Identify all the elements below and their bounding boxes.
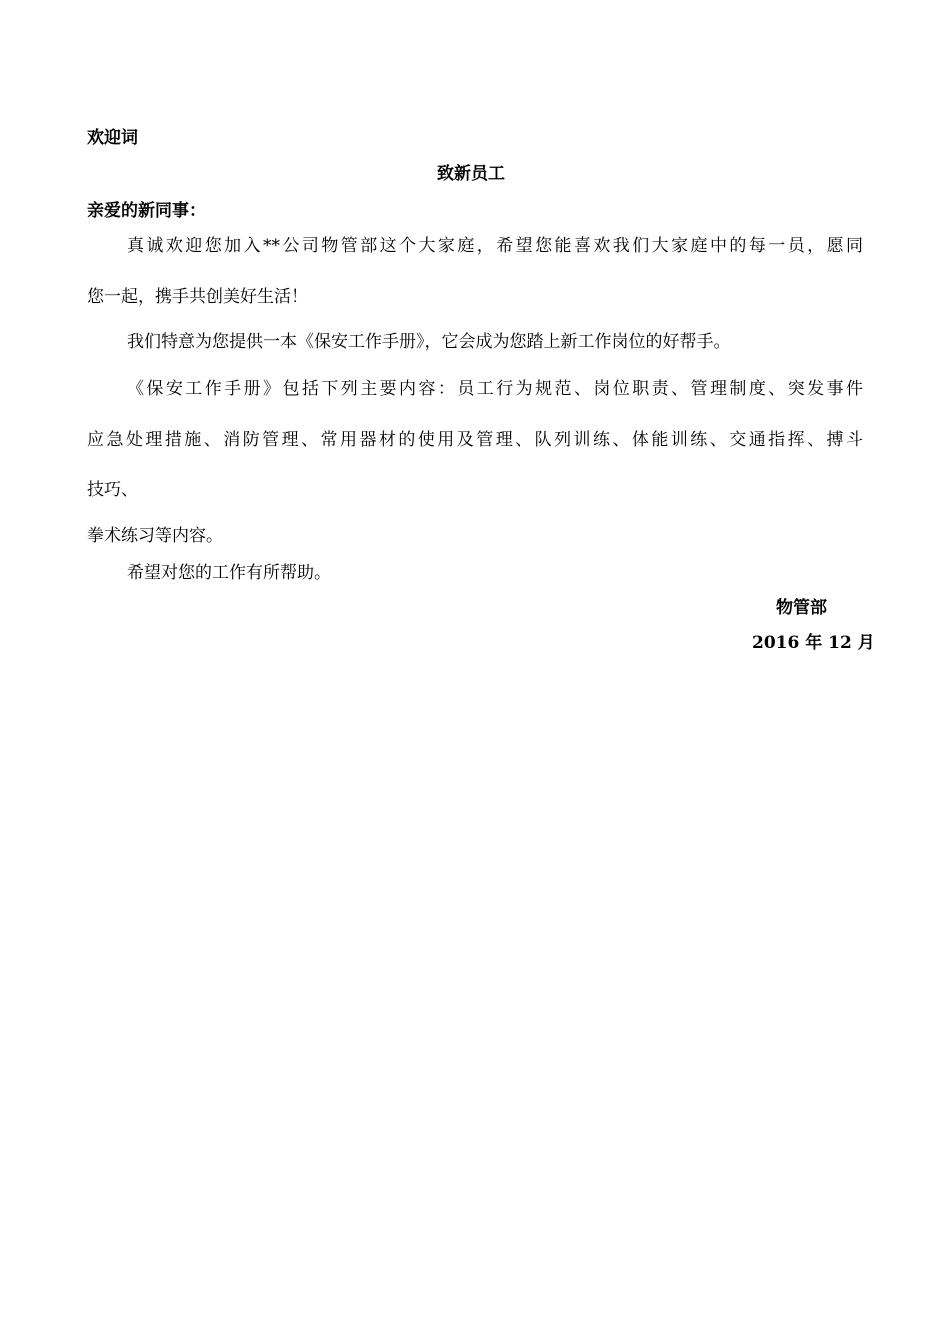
paragraph-2: 我们特意为您提供一本《保安工作手册》，它会成为您踏上新工作岗位的好帮手。	[127, 332, 731, 352]
signature-date: 2016 年 12 月	[752, 633, 875, 653]
paragraph-3-line-2: 应急处理措施、消防管理、常用器材的使用及管理、队列训练、体能训练、交通指挥、搏斗	[87, 430, 863, 450]
paragraph-4: 希望对您的工作有所帮助。	[127, 563, 331, 583]
document-heading: 欢迎词	[87, 128, 138, 148]
paragraph-3-line-4: 拳术练习等内容。	[87, 526, 223, 546]
paragraph-3-line-3: 技巧、	[87, 480, 138, 500]
paragraph-3-line-1: 《保安工作手册》包括下列主要内容：员工行为规范、岗位职责、管理制度、突发事件	[127, 379, 863, 399]
document-title: 致新员工	[437, 164, 505, 184]
paragraph-1-line-1: 真诚欢迎您加入**公司物管部这个大家庭，希望您能喜欢我们大家庭中的每一员，愿同	[127, 236, 863, 256]
signature-department: 物管部	[776, 598, 827, 618]
salutation: 亲爱的新同事：	[87, 201, 206, 221]
paragraph-1-line-2: 您一起，携手共创美好生活！	[87, 287, 308, 307]
